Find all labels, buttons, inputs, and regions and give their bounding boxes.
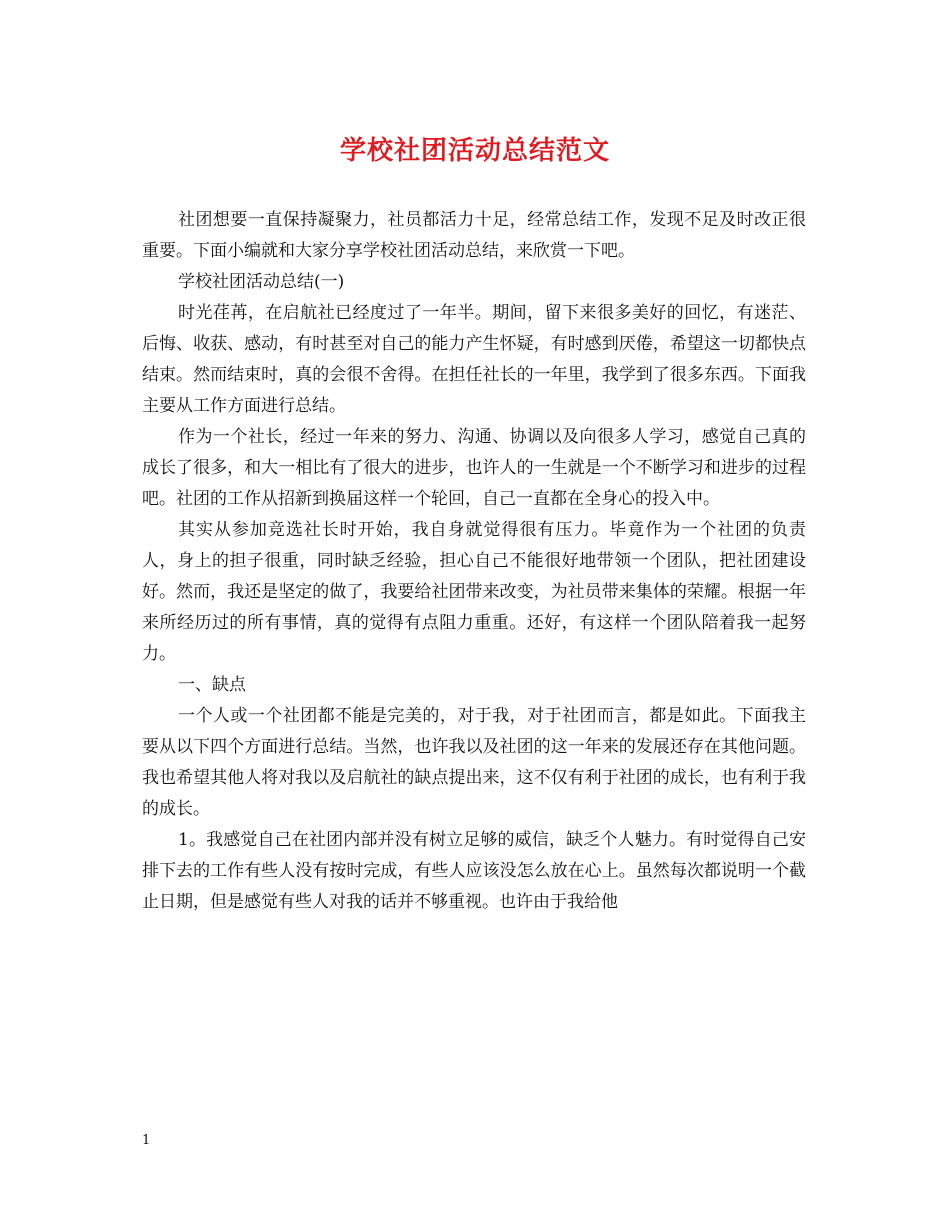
paragraph-heading-shortcomings: 一、缺点 [178,675,246,695]
paragraph: 作为一个社长，经过一年来的努力、沟通、协调以及向很多人学习，感觉自己真的成长了很多，和大一相比有了很大的进步，也许人的一生就是一个不断学习和进步的过程吧。社团的工作从招新到换届这样一个轮回，自己一直都在全身心的投入中。 [142,427,806,509]
paragraph: 时光荏苒，在启航社已经度过了一年半。期间，留下来很多美好的回忆，有迷茫、后悔、收获、感动，有时甚至对自己的能力产生怀疑，有时感到厌倦，希望这一切都快点结束。然而结束时，真的会很不舍得。在担任社长的一年里，我学到了很多东西。下面我主要从工作方面进行总结。 [142,303,806,416]
paragraph-section-heading-1: 学校社团活动总结(一) [178,272,345,292]
page-number: 1 [142,1133,151,1148]
document-title: 学校社团活动总结范文 [339,136,610,166]
document-body [142,205,806,918]
paragraph: 一个人或一个社团都不能是完美的，对于我，对于社团而言，都是如此。下面我主要从以下四个方面进行总结。当然，也许我以及社团的这一年来的发展还存在其他问题。我也希望其他人将对我以及启航社的缺点提出来，这不仅有利于社团的成长，也有利于我的成长。 [142,706,806,819]
paragraph: 1。我感觉自己在社团内部并没有树立足够的威信，缺乏个人魅力。有时觉得自己安排下去的工作有些人没有按时完成，有些人应该没怎么放在心上。虽然每次都说明一个截止日期，但是感觉有些人对我的话并不够重视。也许由于我给他 [142,830,806,912]
paragraph-intro: 社团想要一直保持凝聚力，社员都活力十足，经常总结工作，发现不足及时改正很重要。下面小编就和大家分享学校社团活动总结，来欣赏一下吧。 [142,210,806,261]
paragraph: 其实从参加竞选社长时开始，我自身就觉得很有压力。毕竟作为一个社团的负责人，身上的担子很重，同时缺乏经验，担心自己不能很好地带领一个团队，把社团建设好。然而，我还是坚定的做了，我要给社团带来改变，为社员带来集体的荣耀。根据一年来所经历过的所有事情，真的觉得有点阻力重重。还好，有这样一个团队陪着我一起努力。 [142,520,806,664]
